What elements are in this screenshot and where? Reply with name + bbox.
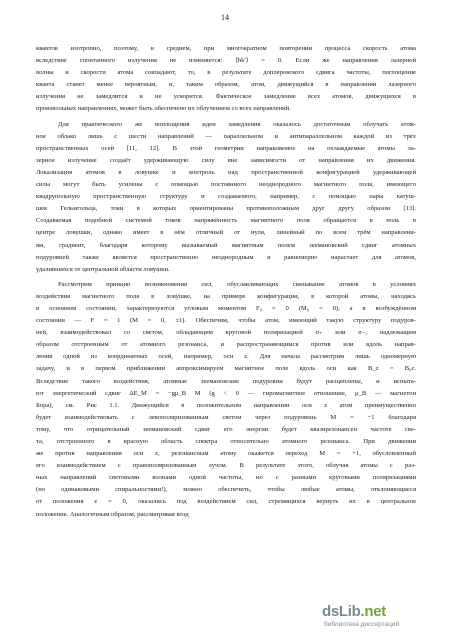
body-text (36, 43, 416, 521)
text-line: силы могут быть усилены с помощью постоянного неоднородного магнитного поля, имеющего (36, 181, 416, 189)
text-line: зерное излучение создаёт удерживающую силу вне зависимости от направления их движения. (36, 156, 416, 164)
text-line: ют энергетический сдвиг ΔE_M = −gμ_B M (g < 0 — гиромагнитное отношение, μ_B — магнетон (36, 389, 416, 397)
text-line: положение. Аналогичным образом, рассматривая возд (36, 510, 189, 518)
watermark (322, 603, 440, 631)
text-line: подуровней также является пространственно неоднородным и равномерно нарастает для атомов, (36, 253, 416, 261)
text-line: ления одной из координатных осей, например, оси z. Для начала рассмотрим лишь одномерную (36, 353, 416, 361)
watermark-subtitle: библиотека диссертаций (324, 621, 400, 628)
text-line: вследствие спонтанного излучения не изменяется: ⟨ħk′⟩ = 0. Если же направления лазерной (36, 57, 416, 65)
paragraph (36, 279, 416, 521)
text-line: Вследствие такого воздействия, атомные зеемановские подуровни будут расщеплены, и испыта- (36, 377, 416, 385)
text-line: центре ловушки, однако имеет в нём отличный от нуля, линейный по всем трём направлени- (36, 229, 416, 237)
watermark-logo (322, 603, 386, 620)
text-line: ней, взаимодействовал со светом, обладающим круговой поляризацией σ₊ или σ₋, надлежащим (36, 329, 416, 337)
text-line: его взаимодействием с правополяризованным лучом. В результате этого, облучая атомы с раз- (36, 462, 416, 470)
text-line: удалившихся от центральной области ловушки. (36, 265, 170, 273)
text-line: Локализация атомов в ловушке и контроль над пространственной конфигурацией удерживающей (36, 168, 416, 176)
watermark-logo-suffix: .net (360, 603, 386, 620)
paragraph (36, 43, 416, 116)
text-line: в основном состоянии, характеризуются угловым моментом F₀ = 0 (M₀ = 0), а в возбуждённом (36, 304, 416, 312)
paragraphs (36, 43, 416, 521)
text-line: Создаваемая подобной системой токов напряжённость магнитного поля обращается в ноль в (36, 217, 416, 225)
text-line: ных направлений световыми волнами одной частоты, но с разными круговыми поляризациями (36, 474, 416, 482)
text-line: излучения не замедлится и не ускорится. Фактическое замедление всех атомов, движущихся в (36, 93, 416, 101)
text-line: та, отстроенного в красную область спектра относительно атомного резонанса. При движении (36, 438, 416, 445)
text-line: ям, градиент, благодаря которому вызываемый магнитным полем зеемановский сдвиг атомных (36, 241, 416, 249)
text-line: же против направления оси z, резонансным атому окажется переход M = +1, обусловленный (36, 450, 416, 458)
text-line: от положения z = 0, оказались под воздействием сил, стремящихся вернуть их в центральное (36, 498, 416, 506)
watermark-logo-main: dsLib (322, 603, 361, 620)
text-line: будет взаимодействовать с левополяризованным светом через подуровень M = −1 благодаря (36, 413, 416, 421)
text-line: произвольных направлениях, может быть обеспечено их облучением со всех направлений. (36, 105, 291, 113)
paragraph (36, 119, 416, 276)
text-line: Рассмотрим принцип возникновения сил, обуславливающих связывание атомов в условиях (58, 280, 416, 288)
text-line: шек Гельмгольца, токи в которых ориентированы противоположным друг другу образом [13]. (36, 205, 416, 213)
text-line: кванта станет менее вероятным, и, таким образом, атом, движущийся в направлении лазерного (36, 81, 416, 89)
text-line: квантов изотропно, поэтому, в среднем, при многократном повторении процесса скорость атома (36, 45, 416, 52)
text-line: воздействия магнитного поля в ловушке, на примере конфигурации, в которой атомы, находясь (36, 292, 416, 300)
text-line: пространственных осей [11, 12]. В этой геометрии направляемое на охлаждаемые атомы ла- (36, 144, 416, 152)
text-line: (но одинаковыми спиральностями!), можно обеспечить, чтобы любые атомы, отклоняющиеся (36, 486, 416, 494)
text-line: квадрупольную пространственную структуру и создаваемого, например, с помощью пары катуш- (36, 193, 416, 201)
text-line: ное облако лишь с шести направлений — параллельном и антипараллельном каждой из трёх (36, 132, 416, 140)
text-line: задачу, и в первом приближении аппроксимируем магнитное поле вдоль оси как B_z = B₀z. (36, 365, 416, 373)
text-line: образом отстроенным от атомного резонанса, и распространяющимся против или вдоль направ- (36, 341, 416, 349)
text-line: тому, что отрицательный зеемановский сдвиг его энергии будет квазирезонансен частоте све- (36, 425, 416, 433)
page-number: 14 (221, 13, 229, 22)
text-line: Бора), см. Рис 1.1. Движущийся в положительном направлении оси z атом преимущественно (36, 401, 416, 409)
text-line: Для практического же воплощения идеи замедления оказалось достаточным облучать атом- (58, 120, 416, 128)
text-line: волны и скорости атома совпадают, то, в результате доплеровского сдвига частоты, поглощение (36, 69, 416, 77)
text-line: состоянии — F = 1 (M = 0, ±1). Обеспечим, чтобы атом, имеющий такую структуру подуров- (36, 317, 416, 325)
